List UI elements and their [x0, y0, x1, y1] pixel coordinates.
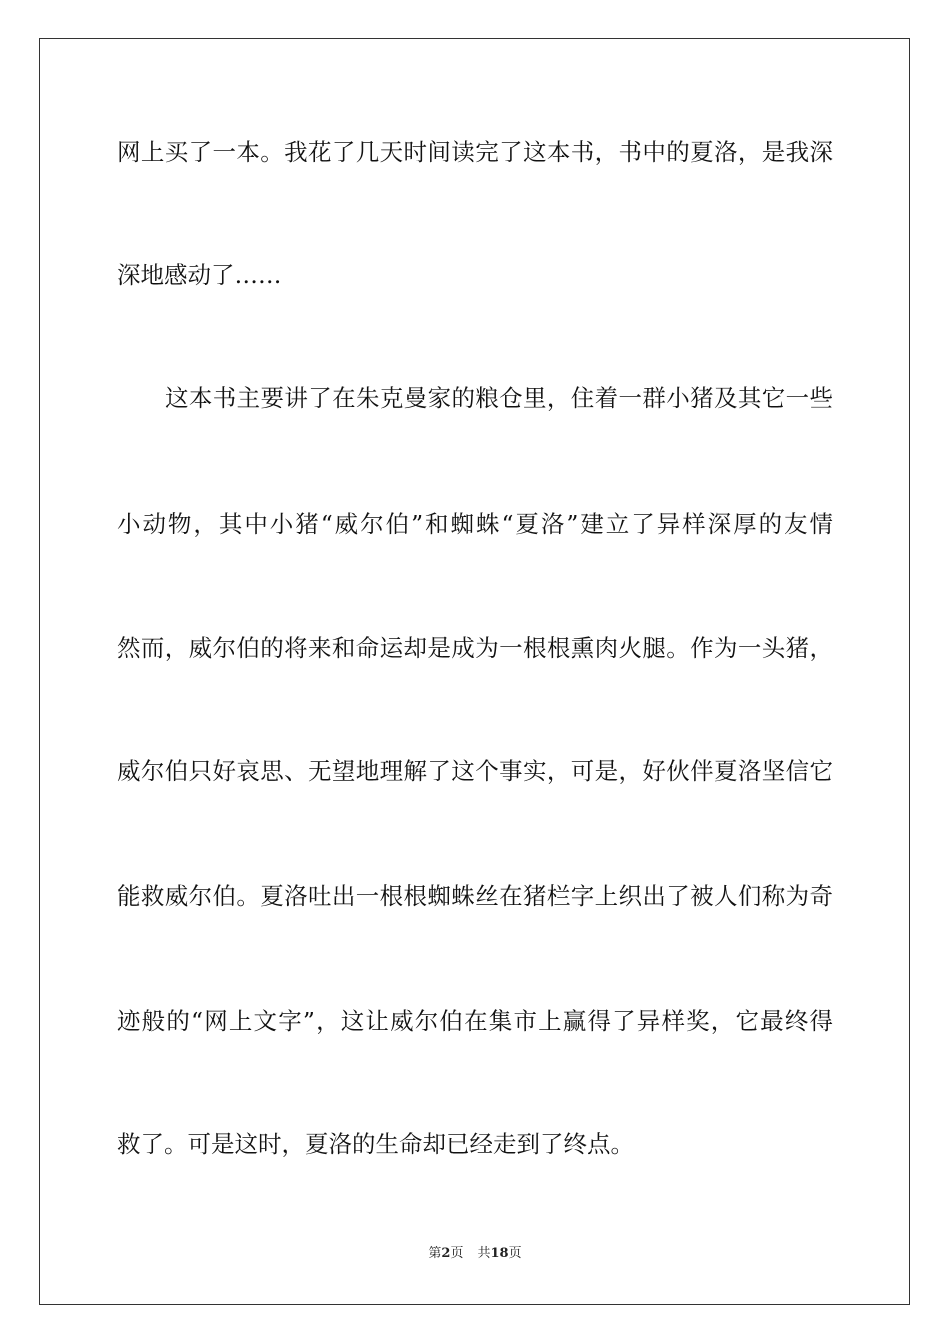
- text-line-9: 救了。可是这时，夏洛的生命却已经走到了终点。: [117, 1130, 634, 1158]
- total-pages: 18: [490, 1246, 509, 1261]
- text-line-8: 迹般的“网上文字”，这让威尔伯在集市上赢得了异样奖，它最终得: [117, 1007, 833, 1035]
- page-border: [39, 38, 910, 1305]
- text-line-3: 这本书主要讲了在朱克曼家的粮仓里，住着一群小猪及其它一些: [165, 384, 833, 412]
- text-line-2: 深地感动了……: [117, 261, 282, 289]
- page-suffix: 页: [450, 1246, 464, 1261]
- page-prefix: 第: [428, 1246, 442, 1261]
- total-suffix: 页: [508, 1246, 522, 1261]
- page-number: 2: [441, 1246, 451, 1261]
- text-line-4: 小动物，其中小猪“威尔伯”和蜘蛛“夏洛”建立了异样深厚的友情: [117, 510, 833, 538]
- text-line-5: 然而，威尔伯的将来和命运却是成为一根根熏肉火腿。作为一头猪，: [117, 634, 833, 662]
- total-prefix: 共: [477, 1246, 491, 1261]
- text-line-7: 能救威尔伯。夏洛吐出一根根蜘蛛丝在猪栏字上织出了被人们称为奇: [117, 882, 833, 910]
- page-footer: [0, 1245, 950, 1263]
- text-line-1: 网上买了一本。我花了几天时间读完了这本书，书中的夏洛，是我深: [117, 138, 833, 166]
- text-line-6: 威尔伯只好哀思、无望地理解了这个事实，可是，好伙伴夏洛坚信它: [117, 757, 833, 785]
